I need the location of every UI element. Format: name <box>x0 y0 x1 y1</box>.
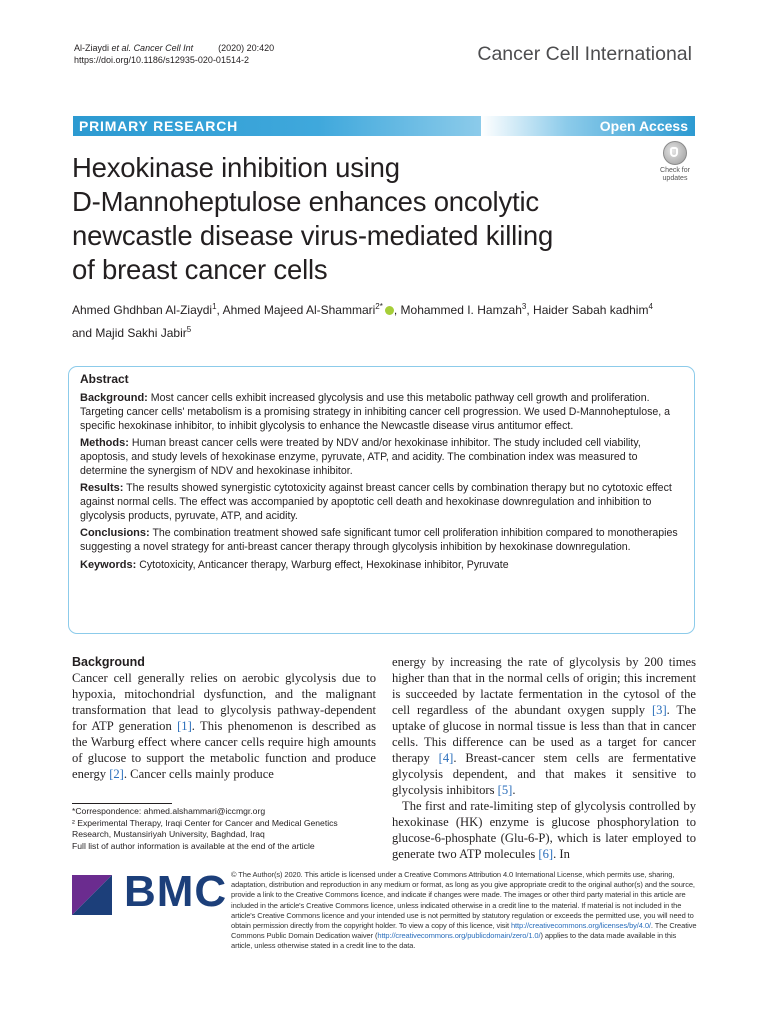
footnote-rule <box>72 803 172 804</box>
article-type-banner: PRIMARY RESEARCH <box>73 116 481 136</box>
citation-link[interactable]: [5] <box>497 783 513 797</box>
abstract <box>80 372 687 575</box>
citation-link[interactable]: [3] <box>651 703 667 717</box>
title-line: Hexokinase inhibition using <box>72 152 400 183</box>
section-heading: Background <box>72 655 145 669</box>
body-paragraph: Cancer cell generally relies on aerobic glycolysis due to hypoxia, mitochondrial dysfunction, and the malignant transformation that lead to glycolysis pathway-dependent for ATP generation [1]. This phenomenon is described as the Warburg effect where cancer cells require high amounts of glucose to support the metabolic function and produce energy [2]. Cancer cells mainly produce <box>72 671 376 781</box>
bmc-logo-text: BMC <box>124 867 228 916</box>
author-name: Majid Sakhi Jabir <box>95 326 187 340</box>
public-domain-link[interactable]: http://creativecommons.org/publicdomain/zero/1.0/ <box>377 931 541 941</box>
body-paragraph: The first and rate-limiting step of glycolysis controlled by hexokinase (HK) enzyme is glucose phosphorylation to glucose-6-phosphate (Glu-6-P), which is later employed to generate two ATP molecules [6]. In <box>392 799 696 861</box>
license-text: © The Author(s) 2020. This article is licensed under a Creative Commons Attribution 4.0 International License, which permits use, sharing, adaptation, distribution and reproduction in any medium or format, as long as you give appropriate credit to the original author(s) and the source, provide a link to the Creative Commons licence, and indicate if changes were made. The images or other third party material in this article are included in the article's Creative Commons licence, unless indicated otherwise in a credit line to the material. If material is not included in the article's Creative Commons licence and your intended use is not permitted by statutory regulation or exceeds the permitted use, you will need to obtain permission directly from the copyright holder. To view a copy of this licence, visit http://creativecommons.org/licenses/by/4.0/. The Creative Commons Public Domain Dedication waiver (http://creativecommons.org/publicdomain/zero/1.0/) applies to the data made available in this article, unless otherwise stated in a credit line to the data. <box>231 870 697 951</box>
author-name: Ahmed Majeed Al-Shammari <box>222 303 376 317</box>
title-line: D-Mannoheptulose enhances oncolytic <box>72 186 539 217</box>
title-line: newcastle disease virus-mediated killing <box>72 220 554 251</box>
body-column-right <box>392 654 696 862</box>
author-name: Haider Sabah kadhim <box>533 303 649 317</box>
citation-link[interactable]: [1] <box>177 719 192 733</box>
doi-link[interactable]: https://doi.org/10.1186/s12935-020-01514-2 <box>74 55 249 65</box>
citation-header <box>74 42 394 66</box>
body-paragraph: energy by increasing the rate of glycolysis by 200 times higher than that in the normal cells of origin; this increment is succeeded by lactate fermentation in the cytosol of the cell regardless of the abundant oxygen supply [3]. The uptake of glucose in normal tissue is less than that in cancer cells. This difference can be used as a target for cancer therapy [4]. Breast-cancer stem cells are fermentative glycolysis dependent, and that makes it sensitive to glycolysis inhibitors [5]. <box>392 655 697 797</box>
affiliation: ² Experimental Therapy, Iraqi Center for Cancer and Medical Genetics Research, Mustansiriyah University, Baghdad, Iraq <box>72 817 338 839</box>
citation-year: (2020) 20:420 <box>218 43 275 53</box>
check-for-updates-label: Check for updates <box>660 167 690 182</box>
author-list: Ahmed Ghdhban Al-Ziaydi$^1$, Ahmed Majeed Al-Shammari$^{2*}$ , Mohammed I. Hamzah$^3$, Haider Sabah kadhim$^4$ and Majid Sakhi Jabir$^5$ <box>72 302 653 340</box>
abstract-keywords: Keywords: Cytotoxicity, Anticancer therapy, Warburg effect, Hexokinase inhibitor, Pyruvate <box>80 559 509 571</box>
body-column-left <box>72 654 376 782</box>
citation-authors: Al-Ziaydi <box>74 43 110 53</box>
citation-journal: Cancer Cell Int <box>133 43 194 53</box>
check-for-updates-badge[interactable] <box>654 141 696 181</box>
author-name: Ahmed Ghdhban Al-Ziaydi <box>72 303 213 317</box>
abstract-results: Results: The results showed synergistic cytotoxicity against breast cancer cells by combination therapy but no cytotoxic effect against normal cells. The effect was accompanied by apoptotic cell death and hexokinase downregulation and inhibition to glycolysis products, pyruvate, ATP, and acidity. <box>80 482 672 522</box>
author-info-note: Full list of author information is available at the end of the article <box>72 840 315 851</box>
journal-name: Cancer Cell International <box>477 43 692 65</box>
citation-link[interactable]: [6] <box>538 847 554 861</box>
article-title <box>72 151 632 287</box>
citation-et-al: et al. <box>111 43 132 53</box>
author-name: Mohammed I. Hamzah <box>400 303 522 317</box>
orcid-icon[interactable] <box>385 306 394 315</box>
abstract-background: Background: Most cancer cells exhibit increased glycolysis and use this metabolic pathway cell growth and proliferation. Targeting cancer cells' metabolism is a promising strategy in inhibiting cancer cell progression. We used D-Mannoheptulose, a specific hexokinase inhibitor, to inhibit glycolysis to enhance the Newcastle disease virus antitumor effect. <box>80 392 671 432</box>
check-for-updates-icon <box>663 141 687 165</box>
abstract-conclusions: Conclusions: The combination treatment showed safe significant tumor cell proliferation inhibition compared to monotherapies suggesting a novel strategy for anti-breast cancer therapy through glycolysis inhibition by hexokinase downregulation. <box>80 527 678 553</box>
citation-link[interactable]: [2] <box>109 767 124 781</box>
citation-link[interactable]: [4] <box>438 751 454 765</box>
open-access-label: Open Access <box>599 118 688 134</box>
title-line: of breast cancer cells <box>72 254 328 285</box>
footnotes <box>72 806 376 852</box>
correspondence: *Correspondence: ahmed.alshammari@iccmgr.org <box>72 806 266 816</box>
abstract-heading: Abstract <box>80 372 129 386</box>
license-link[interactable]: http://creativecommons.org/licenses/by/4.0/ <box>510 921 651 931</box>
abstract-methods: Methods: Human breast cancer cells were treated by NDV and/or hexokinase inhibitor. The study included cell viability, apoptosis, and study levels of hexokinase enzyme, pyruvate, ATP, and acidity. The combination index was measured to determine the synergism of NDV and hexokinase inhibitor. <box>80 437 641 477</box>
